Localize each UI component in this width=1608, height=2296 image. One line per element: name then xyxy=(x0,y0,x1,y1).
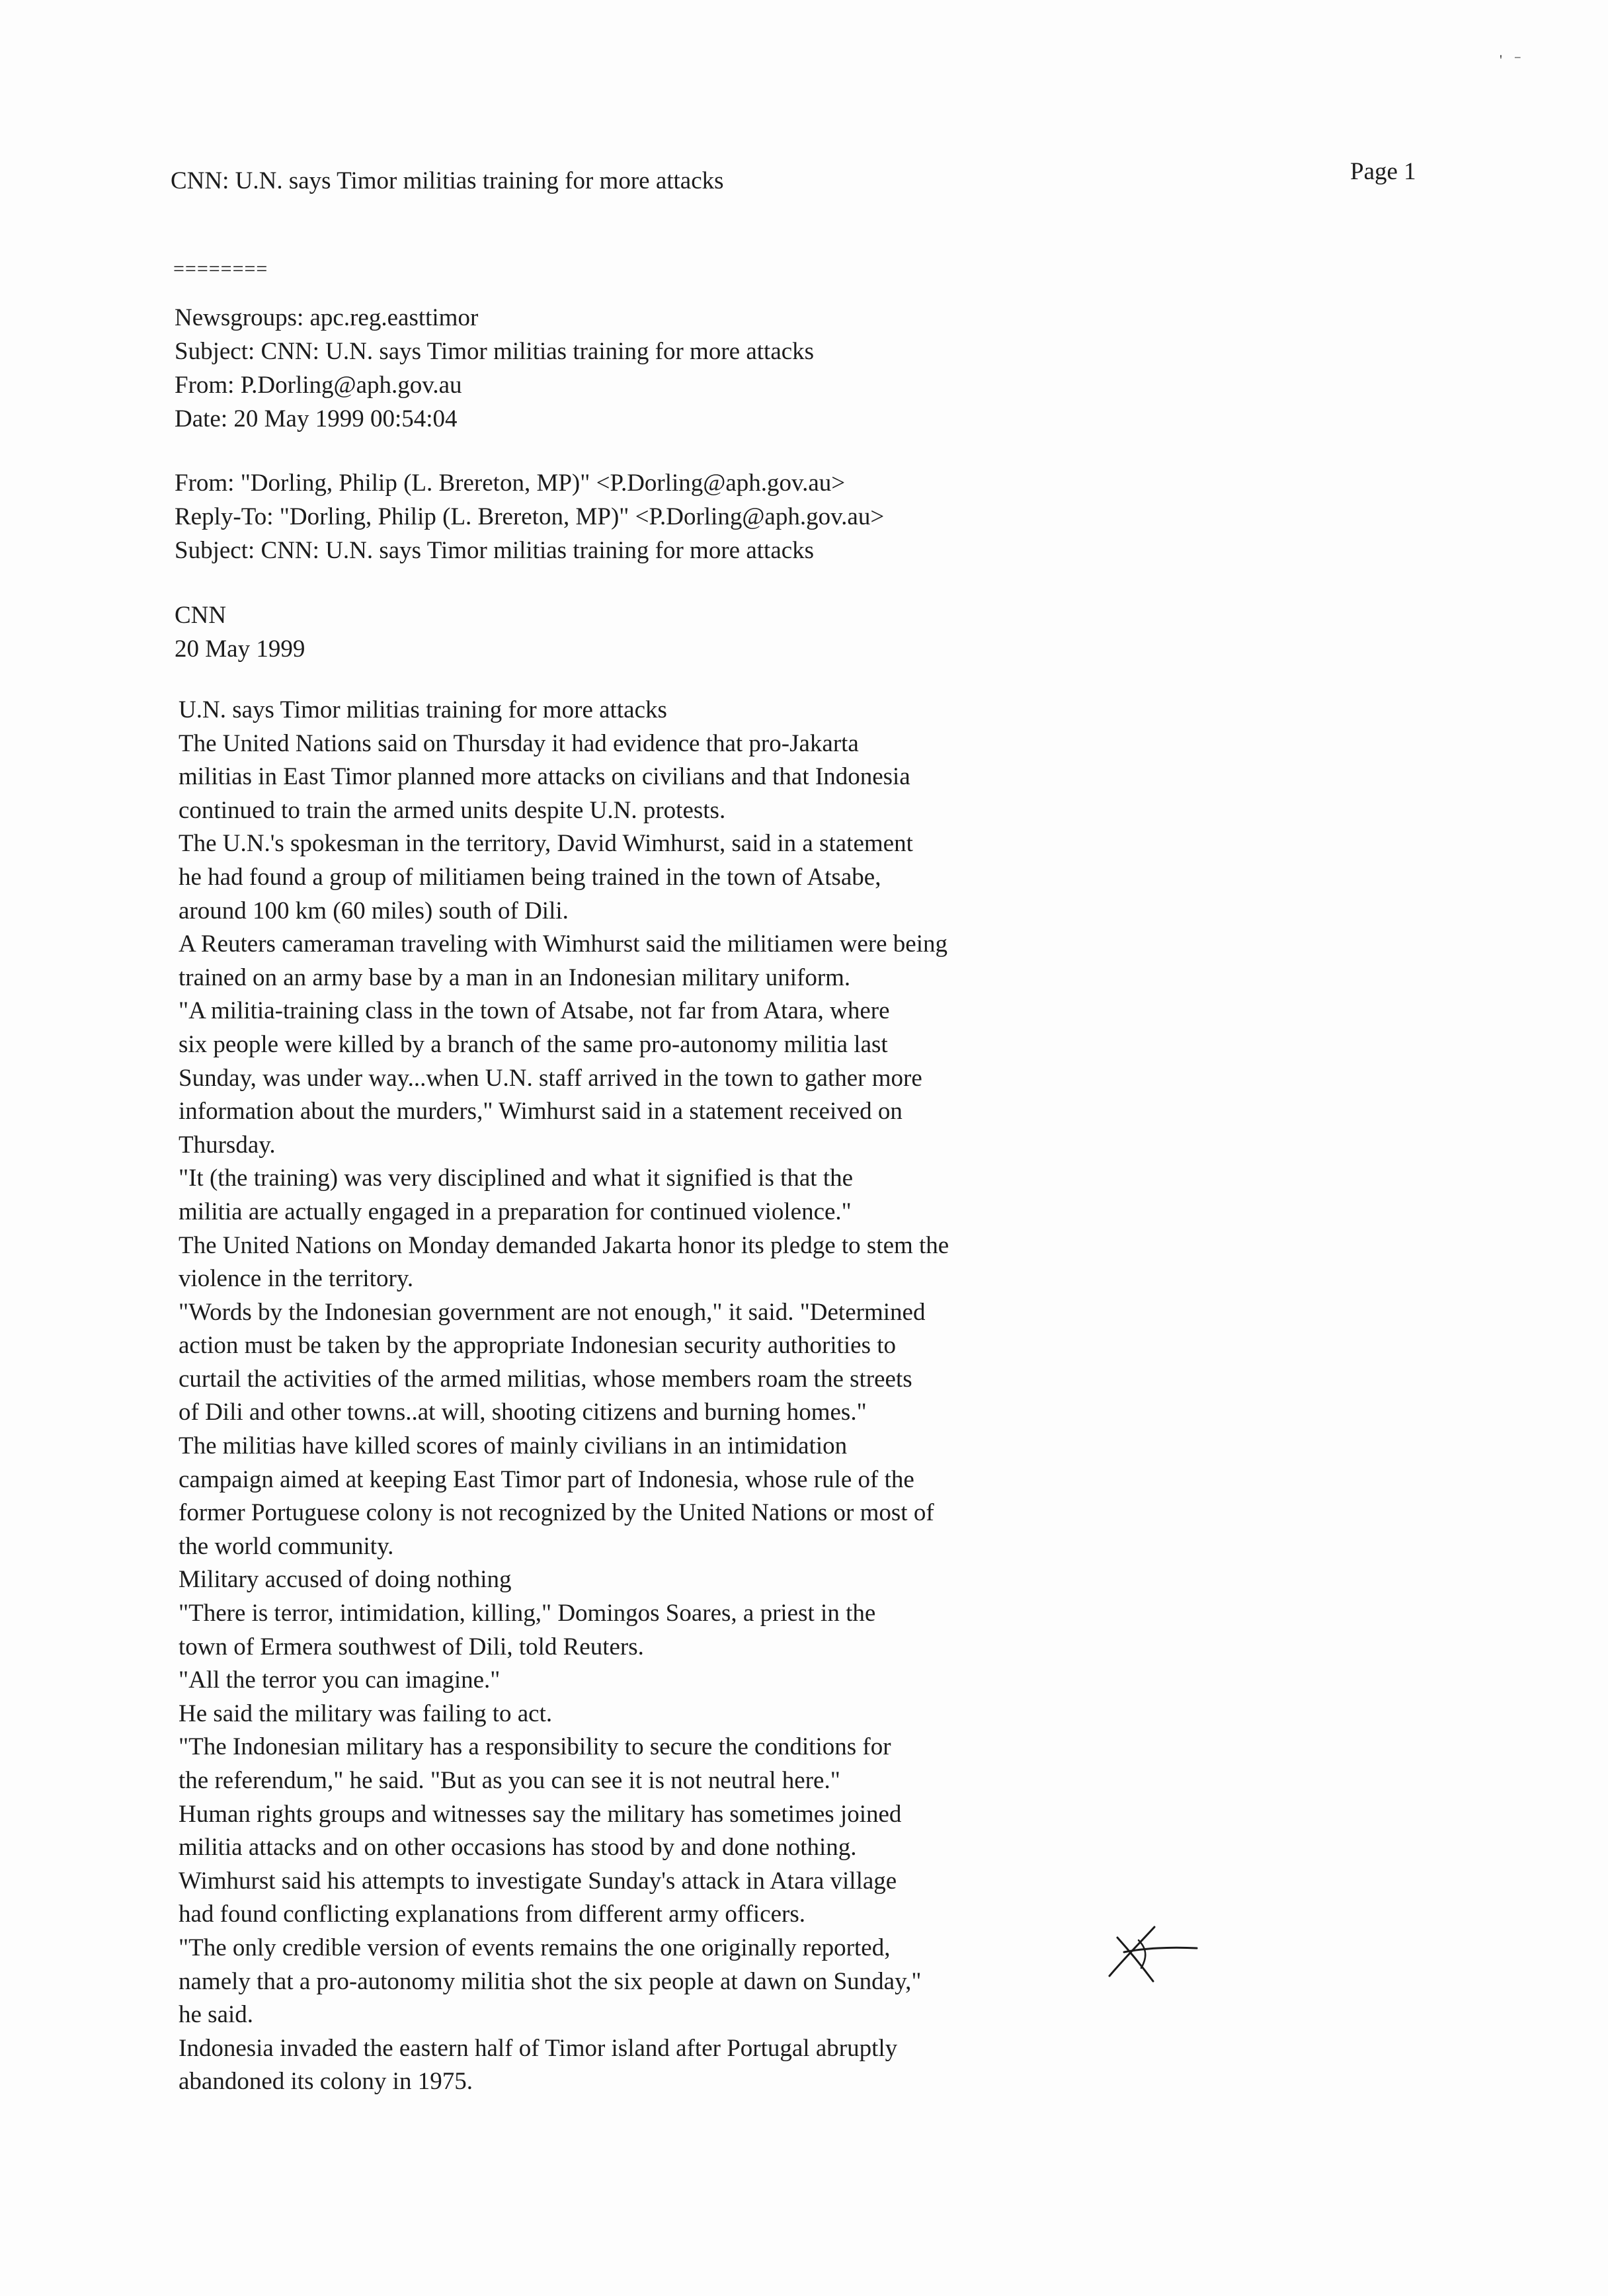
article-line: "All the terror you can imagine." xyxy=(179,1666,501,1694)
article-line: the world community. xyxy=(179,1532,394,1560)
article-line: Human rights groups and witnesses say the military has sometimes joined xyxy=(179,1800,902,1828)
article-line: six people were killed by a branch of the same pro-autonomy militia last xyxy=(179,1030,888,1058)
article-line: former Portuguese colony is not recognized by the United Nations or most of xyxy=(179,1499,934,1527)
article-line: violence in the territory. xyxy=(179,1265,414,1293)
article-line: "The Indonesian military has a responsibility to secure the conditions for xyxy=(179,1733,891,1761)
article-line: militia are actually engaged in a preparation for continued violence." xyxy=(179,1198,852,1225)
article-line: town of Ermera southwest of Dili, told Reuters. xyxy=(179,1633,644,1660)
newsgroup-headers xyxy=(175,301,814,436)
article-subheading: Military accused of doing nothing xyxy=(179,1566,512,1594)
newsgroup-header-line: Subject: CNN: U.N. says Timor militias training for more attacks xyxy=(175,338,815,365)
handwritten-mark-icon xyxy=(1098,1918,1203,1990)
article-line: campaign aimed at keeping East Timor part of Indonesia, whose rule of the xyxy=(179,1465,914,1493)
article-line: Wimhurst said his attempts to investigate Sunday's attack in Atara village xyxy=(179,1867,897,1895)
article-body xyxy=(179,694,949,2099)
article-line: "There is terror, intimidation, killing," Domingos Soares, a priest in the xyxy=(179,1600,876,1627)
newsgroup-header-line: Date: 20 May 1999 00:54:04 xyxy=(175,405,458,432)
article-line: militia attacks and on other occasions has stood by and done nothing. xyxy=(179,1834,857,1862)
article-line: A Reuters cameraman traveling with Wimhurst said the militiamen were being xyxy=(179,930,948,958)
article-line: Indonesia invaded the eastern half of Timor island after Portugal abruptly xyxy=(179,2034,898,2062)
article-line: abandoned its colony in 1975. xyxy=(179,2068,473,2096)
newsgroup-header-line: Newsgroups: apc.reg.easttimor xyxy=(175,304,479,331)
source-name: CNN xyxy=(175,602,227,629)
article-line: The United Nations said on Thursday it had evidence that pro-Jakarta xyxy=(179,729,859,757)
email-header-line: Reply-To: "Dorling, Philip (L. Brereton, MP)" <P.Dorling@aph.gov.au> xyxy=(175,503,885,530)
article-line: curtail the activities of the armed militias, whose members roam the streets xyxy=(179,1365,912,1393)
source-date: 20 May 1999 xyxy=(175,636,305,663)
article-line: Sunday, was under way...when U.N. staff arrived in the town to gather more xyxy=(179,1064,922,1092)
article-line: action must be taken by the appropriate Indonesian security authorities to xyxy=(179,1332,897,1360)
article-line: he said. xyxy=(179,2001,254,2029)
page-number: Page 1 xyxy=(1350,158,1416,185)
article-line: "Words by the Indonesian government are not enough," it said. "Determined xyxy=(179,1298,926,1326)
article-headline: U.N. says Timor militias training for more attacks xyxy=(179,696,667,723)
article-line: The United Nations on Monday demanded Jakarta honor its pledge to stem the xyxy=(179,1231,949,1259)
email-headers xyxy=(175,466,884,567)
newsgroup-header-line: From: P.Dorling@aph.gov.au xyxy=(175,372,462,399)
article-line: The militias have killed scores of mainly civilians in an intimidation xyxy=(179,1432,848,1460)
article-line: trained on an army base by a man in an Indonesian military uniform. xyxy=(179,964,851,991)
page-header-title: CNN: U.N. says Timor militias training for more attacks xyxy=(171,167,724,194)
article-line: "It (the training) was very disciplined and what it signified is that the xyxy=(179,1165,854,1192)
article-line: had found conflicting explanations from different army officers. xyxy=(179,1901,805,1928)
article-line: continued to train the armed units despite U.N. protests. xyxy=(179,796,726,824)
article-line: Thursday. xyxy=(179,1131,276,1159)
email-header-line: Subject: CNN: U.N. says Timor militias training for more attacks xyxy=(175,537,815,564)
article-line: the referendum," he said. "But as you can see it is not neutral here." xyxy=(179,1767,840,1794)
article-line: militias in East Timor planned more attacks on civilians and that Indonesia xyxy=(179,763,910,791)
article-line: of Dili and other towns..at will, shooting citizens and burning homes." xyxy=(179,1399,867,1426)
article-line: He said the military was failing to act. xyxy=(179,1700,553,1727)
article-line: "The only credible version of events remains the one originally reported, xyxy=(179,1934,891,1961)
article-line: The U.N.'s spokesman in the territory, David Wimhurst, said in a statement xyxy=(179,830,913,858)
article-line: namely that a pro-autonomy militia shot the six people at dawn on Sunday," xyxy=(179,1967,922,1995)
article-line: information about the murders," Wimhurst said in a statement received on xyxy=(179,1098,903,1126)
article-line: around 100 km (60 miles) south of Dili. xyxy=(179,897,569,924)
article-source xyxy=(175,598,305,666)
email-header-line: From: "Dorling, Philip (L. Brereton, MP)" <P.Dorling@aph.gov.au> xyxy=(175,470,846,497)
header-separator: ======== xyxy=(173,258,268,280)
corner-mark: ' ⁻ xyxy=(1500,52,1526,68)
article-line: he had found a group of militiamen being trained in the town of Atsabe, xyxy=(179,863,881,891)
article-line: "A militia-training class in the town of Atsabe, not far from Atara, where xyxy=(179,997,890,1025)
